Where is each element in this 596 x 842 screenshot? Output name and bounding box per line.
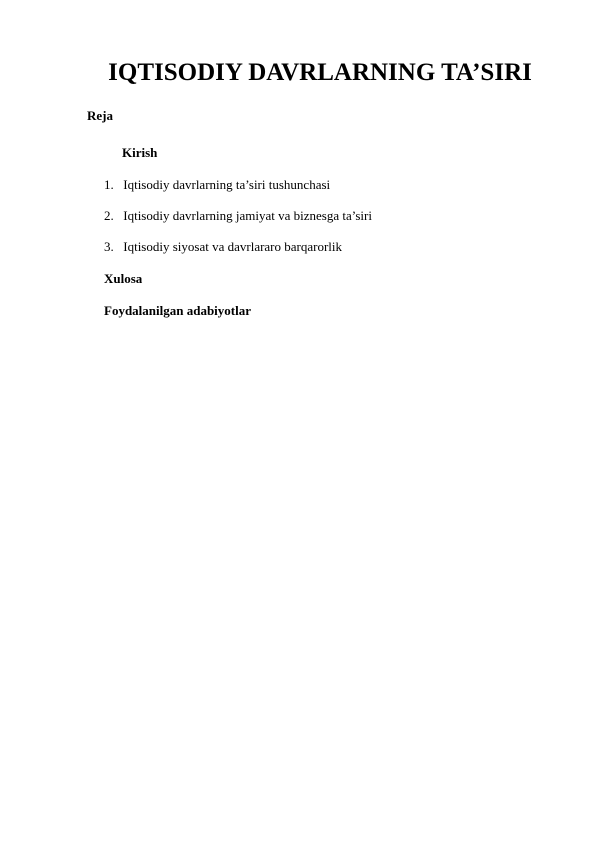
plan-heading: Reja [87,108,113,123]
plan-item-1 [104,176,330,194]
plan-item-number: 1. [104,177,114,192]
plan-item-text: Iqtisodiy siyosat va davrlararo barqarorlik [123,239,343,254]
plan-item-3 [104,238,342,256]
plan-item-intro: Kirish [122,145,158,160]
document-title: IQTISODIY DAVRLARNING TA’SIRI [108,59,532,86]
plan-item-conclusion: Xulosa [104,271,143,286]
plan-item-references: Foydalanilgan adabiyotlar [104,303,251,318]
plan-item-2 [104,207,372,225]
plan-item-text: Iqtisodiy davrlarning ta’siri tushunchasi [123,177,331,192]
plan-item-number: 3. [104,239,114,254]
plan-item-text: Iqtisodiy davrlarning jamiyat va biznesga ta’siri [123,208,372,223]
plan-item-number: 2. [104,208,114,223]
